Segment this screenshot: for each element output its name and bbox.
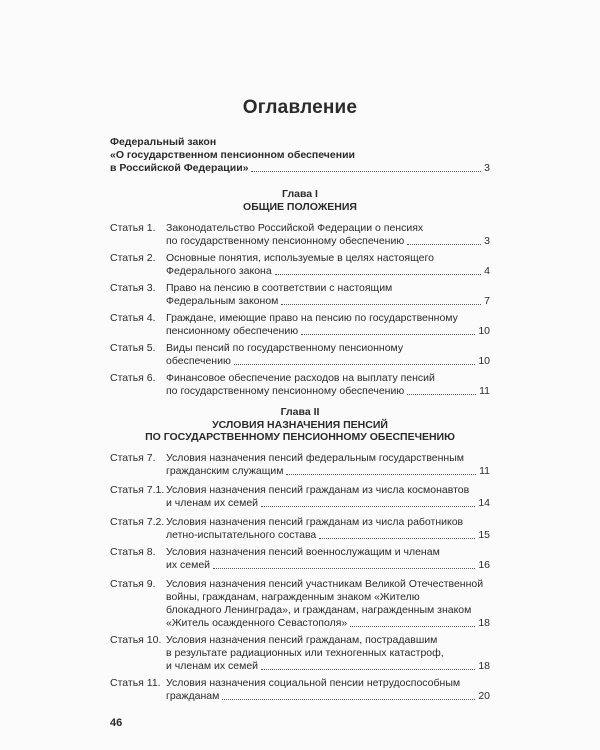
law-title-line: Федеральный закон — [110, 136, 217, 148]
article-title-line: Условия назначения социальной пенсии нетрудоспособным — [166, 677, 461, 689]
article-number: Статья 8. — [110, 546, 156, 558]
chapter-title: ОБЩИЕ ПОЛОЖЕНИЯ — [243, 200, 357, 213]
article-title-line: по государственному пенсионному обеспечению — [166, 235, 405, 247]
article-number: Статья 11. — [110, 677, 161, 689]
leader-dots — [319, 538, 475, 539]
article-title-line: и членам их семей — [166, 497, 259, 509]
article-title-line: Условия назначения пенсий гражданам, пострадавшим — [166, 634, 438, 646]
article-number: Статья 7.2. — [110, 516, 165, 528]
article-title-line: и членам их семей — [166, 660, 259, 672]
chapter-label: Глава II — [280, 406, 320, 418]
article-title-line: Условия назначения пенсий гражданам из числа космонавтов — [166, 484, 470, 496]
page-ref: 3 — [484, 162, 490, 174]
article-title-line: Право на пенсию в соответствии с настоящим — [166, 282, 393, 294]
leader-dots — [213, 568, 475, 569]
page-ref: 18 — [478, 617, 490, 629]
page-ref: 7 — [484, 295, 490, 307]
article-title-line: «Житель осажденного Севастополя» — [166, 617, 348, 629]
page-ref: 14 — [478, 497, 490, 509]
article-number: Статья 9. — [110, 578, 156, 590]
chapter-title: УСЛОВИЯ НАЗНАЧЕНИЯ ПЕНСИЙ — [212, 418, 388, 431]
article-title-line: Основные понятия, используемые в целях настоящего — [166, 252, 434, 264]
toc-entry[interactable] — [110, 342, 490, 368]
article-number: Статья 5. — [110, 342, 156, 354]
article-title-line: гражданам — [166, 690, 220, 702]
leader-dots — [251, 171, 481, 172]
article-title-line: войны, гражданам, награжденным знаком «Жителю — [166, 591, 420, 603]
leader-dots — [350, 626, 475, 627]
leader-dots — [222, 699, 475, 700]
article-title-line: Граждане, имеющие право на пенсию по государственному — [166, 312, 458, 324]
article-title-line: летно-испытательного состава — [166, 529, 317, 541]
article-number: Статья 3. — [110, 282, 156, 294]
article-number: Статья 1. — [110, 222, 156, 234]
article-title-line: Условия назначения пенсий участникам Великой Отечественной — [166, 578, 484, 590]
toc-entry[interactable] — [110, 677, 490, 703]
article-title-line: обеспечению — [166, 355, 231, 367]
article-title-line: Федеральным законом — [166, 295, 279, 307]
article-number: Статья 4. — [110, 312, 156, 324]
article-title-line: их семей — [166, 559, 211, 571]
chapter-title: ПО ГОСУДАРСТВЕННОМУ ПЕНСИОННОМУ ОБЕСПЕЧЕНИЮ — [145, 431, 455, 443]
toc-entry[interactable] — [110, 372, 490, 398]
leader-dots — [301, 334, 475, 335]
leader-dots — [407, 244, 481, 245]
page-ref: 15 — [478, 529, 490, 541]
page-ref: 11 — [479, 465, 490, 477]
toc-entry[interactable] — [110, 634, 490, 673]
page-ref: 10 — [478, 325, 490, 337]
article-title-line: в результате радиационных или техногенных катастроф, — [166, 647, 444, 659]
leader-dots — [261, 506, 475, 507]
leader-dots — [261, 669, 475, 670]
law-title-entry[interactable] — [110, 136, 490, 175]
leader-dots — [275, 274, 481, 275]
article-number: Статья 2. — [110, 252, 156, 264]
article-title-line: гражданским служащим — [166, 465, 284, 477]
page-ref: 11 — [479, 385, 490, 397]
toc-entry[interactable] — [110, 282, 490, 308]
article-number: Статья 7. — [110, 452, 156, 464]
page-title: Оглавление — [242, 97, 358, 118]
toc-entry[interactable] — [110, 312, 490, 338]
toc-entry[interactable] — [110, 546, 490, 572]
chapter-heading — [110, 406, 490, 444]
toc-entry[interactable] — [110, 516, 490, 542]
toc-entry[interactable] — [110, 222, 490, 248]
article-title-line: Виды пенсий по государственному пенсионному — [166, 342, 404, 354]
toc-entry[interactable] — [110, 484, 490, 510]
law-title-line: в Российской Федерации» — [110, 162, 249, 174]
page-ref: 18 — [478, 660, 490, 672]
chapter-label: Глава I — [282, 188, 318, 200]
article-title-line: Условия назначения пенсий военнослужащим и членам — [166, 546, 440, 558]
article-title-line: Финансовое обеспечение расходов на выплату пенсий — [166, 372, 435, 384]
toc-entry[interactable] — [110, 578, 490, 630]
page-ref: 16 — [478, 559, 490, 571]
toc-entry[interactable] — [110, 252, 490, 278]
article-number: Статья 7.1. — [110, 484, 165, 496]
leader-dots — [234, 364, 475, 365]
chapter-heading — [110, 188, 490, 213]
article-number: Статья 6. — [110, 372, 156, 384]
page-number: 46 — [110, 717, 123, 729]
leader-dots — [407, 394, 476, 395]
article-title-line: пенсионному обеспечению — [166, 325, 299, 337]
law-title-line: «О государственном пенсионном обеспечении — [110, 149, 355, 161]
leader-dots — [281, 304, 481, 305]
toc-entry[interactable] — [110, 452, 490, 478]
article-title-line: Условия назначения пенсий федеральным государственным — [166, 452, 464, 464]
article-title-line: по государственному пенсионному обеспечению — [166, 385, 405, 397]
page-ref: 3 — [484, 235, 490, 247]
article-title-line: Законодательство Российской Федерации о пенсиях — [166, 222, 424, 234]
article-title-line: Федерального закона — [166, 265, 272, 277]
page-ref: 10 — [478, 355, 490, 367]
page-ref: 4 — [484, 265, 490, 277]
article-title-line: Условия назначения пенсий гражданам из числа работников — [166, 516, 464, 528]
leader-dots — [286, 474, 476, 475]
article-number: Статья 10. — [110, 634, 162, 646]
article-title-line: блокадного Ленинграда», и гражданам, награжденным знаком — [166, 604, 472, 616]
page-ref: 20 — [478, 690, 490, 702]
